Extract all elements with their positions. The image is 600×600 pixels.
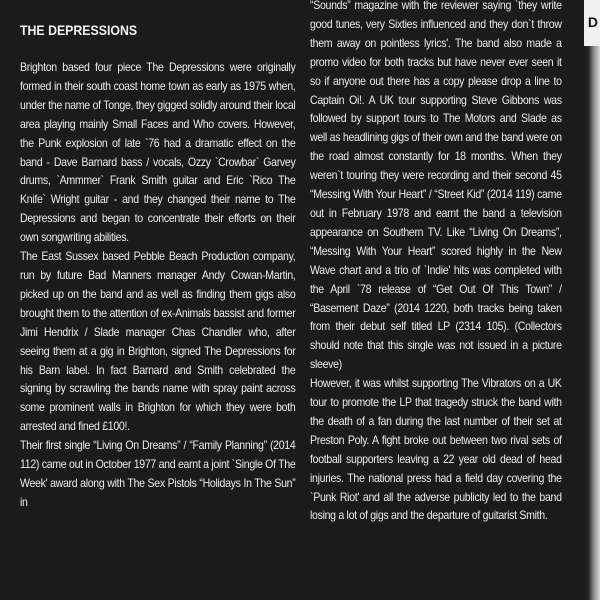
article-title: THE DEPRESSIONS bbox=[20, 22, 138, 38]
adjacent-page-edge bbox=[584, 0, 600, 600]
adjacent-page-corner bbox=[584, 0, 600, 46]
paragraph-tragedy: However, it was whilst supporting The Vibrators on a UK tour to promote the LP that tragedy struck the band with the death of a fan during the last number of their set at Preston Poly. A fight broke out between two rival sets of football supporters leaving a 22 year old dead of head injuries. The national press had a field day covering the `Punk Riot' and all the adverse publicity led to the band losing a lot of gigs and the departure of guitarist Smith. bbox=[310, 376, 562, 523]
right-column bbox=[310, 0, 562, 525]
adjacent-page-glyph: D bbox=[587, 14, 598, 30]
paragraph-touring: “Sounds” magazine with the reviewer saying `they write good tunes, very Sixties influenced and they don`t throw them away on pointless lyrics'. The band also made a promo video for both tracks but have never ever seen it so if anyone out there has a copy please drop a line to Captain Oi!. A UK tour supporting Steve Gibbons was followed by support tours to The Motors and Slade as well as headlining gigs of their own and the band were on the road almost constantly for 18 months. When they weren`t touring they were recording and their second 45 “Messing With Your Heart” / “Street Kid” (2014 119) came out in February 1978 and earnt the band a television appearance on Southern TV. Like “Living On Dreams”, “Messing With Your Heart” scored highly in the New Wave chart and a trio of `Indie' hits was completed with the April `78 release of “Get Out Of This Town” / “Basement Daze” (2014 1220, both tracks being taken from their debut self titled LP (2314 105). (Collectors should note that this single was not issued in a picture sleeve) bbox=[310, 0, 562, 372]
paragraph-signing: The East Sussex based Pebble Beach Production company, run by future Bad Manners manager Andy Cowan-Martin, picked up on the band and as well as finding them gigs also brought them to the attention of ex-Animals bassist and former Jimi Hendrix / Slade manager Chas Chandler who, after seeing them at a gig in Brighton, signed The Depressions for his Barn label. In fact Barnard and Smith celebrated the signing by scrawling the bands name with spray paint across some prominent walls in Brighton for which they were both arrested and fined £100!. bbox=[20, 249, 296, 434]
paragraph-origins: Brighton based four piece The Depressions were originally formed in their south coast home town as early as 1975 when, under the name of Tonge, they gigged solidly around their local area playing mainly Small Faces and Who covers. However, the Punk explosion of late `76 had a dramatic effect on the band - Dave Barnard bass / vocals, Ozzy `Crowbar` Garvey drums, `Ammmer` Frank Smith guitar and Eric `Rico The Knife` Wright guitar - and they changed their name to The Depressions and began to concentrate their efforts on their own songwriting abilities. bbox=[20, 60, 296, 245]
paragraph-first-single: Their first single “Living On Dreams” / “Family Planning” (2014 112) came out in October 1977 and earnt a joint `Single Of The Week' award along with The Sex Pistols “Holidays In The Sun” in bbox=[20, 438, 296, 509]
left-column bbox=[20, 0, 295, 512]
